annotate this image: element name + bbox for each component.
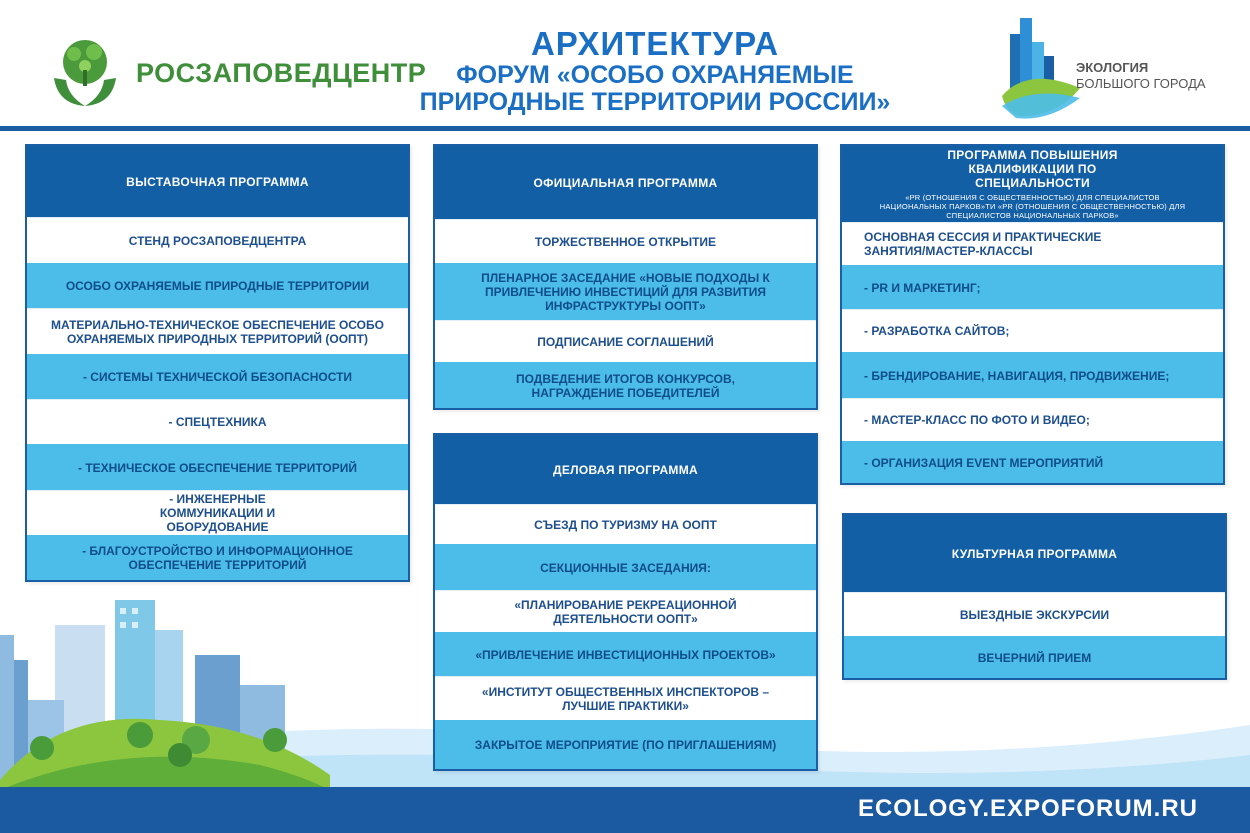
exhibition-program-title: ВЫСТАВОЧНАЯ ПРОГРАММА bbox=[126, 174, 309, 189]
exhibition-item: - СПЕЦТЕХНИКА bbox=[27, 399, 408, 444]
footer bbox=[0, 787, 1250, 833]
official-program-card bbox=[433, 144, 818, 410]
business-program-card bbox=[433, 433, 818, 771]
business-item: ЗАКРЫТОЕ МЕРОПРИЯТИЕ (ПО ПРИГЛАШЕНИЯМ) bbox=[435, 720, 816, 769]
official-item: ПОДПИСАНИЕ СОГЛАШЕНИЙ bbox=[435, 320, 816, 362]
business-item: СЕКЦИОННЫЕ ЗАСЕДАНИЯ: bbox=[435, 544, 816, 590]
official-item: ПЛЕНАРНОЕ ЗАСЕДАНИЕ «НОВЫЕ ПОДХОДЫ К ПРИВЛЕЧЕНИЮ ИНВЕСТИЦИЙ ДЛЯ РАЗВИТИЯ ИНФРАСТРУКТУРЫ ООПТ» bbox=[435, 263, 816, 320]
training-program-header bbox=[842, 146, 1223, 222]
training-item: ОСНОВНАЯ СЕССИЯ И ПРАКТИЧЕСКИЕ ЗАНЯТИЯ/МАСТЕР-КЛАССЫ bbox=[842, 222, 1223, 265]
official-program-header bbox=[435, 146, 816, 219]
tree-hands-icon bbox=[48, 34, 122, 108]
roszapovedcentr-logo bbox=[48, 34, 427, 108]
culture-program-header bbox=[844, 515, 1225, 592]
official-item: ПОДВЕДЕНИЕ ИТОГОВ КОНКУРСОВ, НАГРАЖДЕНИЕ ПОБЕДИТЕЛЕЙ bbox=[435, 362, 816, 408]
exhibition-item: МАТЕРИАЛЬНО-ТЕХНИЧЕСКОЕ ОБЕСПЕЧЕНИЕ ОСОБО ОХРАНЯЕМЫХ ПРИРОДНЫХ ТЕРРИТОРИЙ (ООПТ) bbox=[27, 308, 408, 354]
culture-program-card bbox=[842, 513, 1227, 680]
city-skyline-illustration bbox=[0, 590, 420, 790]
business-program-title: ДЕЛОВАЯ ПРОГРАММА bbox=[553, 462, 698, 477]
right-logo-line1: ЭКОЛОГИЯ bbox=[1076, 60, 1149, 75]
business-item: «ПРИВЛЕЧЕНИЕ ИНВЕСТИЦИОННЫХ ПРОЕКТОВ» bbox=[435, 632, 816, 676]
business-item: СЪЕЗД ПО ТУРИЗМУ НА ООПТ bbox=[435, 504, 816, 544]
right-logo-line2: БОЛЬШОГО ГОРОДА bbox=[1076, 76, 1206, 91]
city-leaf-icon bbox=[998, 16, 1088, 120]
exhibition-item: - БЛАГОУСТРОЙСТВО И ИНФОРМАЦИОННОЕ ОБЕСПЕЧЕНИЕ ТЕРРИТОРИЙ bbox=[27, 535, 408, 580]
training-program-title: ПРОГРАММА ПОВЫШЕНИЯ КВАЛИФИКАЦИИ ПО СПЕЦИАЛЬНОСТИ bbox=[947, 148, 1118, 190]
culture-program-title: КУЛЬТУРНАЯ ПРОГРАММА bbox=[951, 546, 1118, 561]
training-program-card bbox=[840, 144, 1225, 485]
business-item: «ИНСТИТУТ ОБЩЕСТВЕННЫХ ИНСПЕКТОРОВ – ЛУЧШИЕ ПРАКТИКИ» bbox=[435, 676, 816, 720]
training-item: - ОРГАНИЗАЦИЯ EVENT МЕРОПРИЯТИЙ bbox=[842, 441, 1223, 483]
exhibition-item: - ИНЖЕНЕРНЫЕ КОММУНИКАЦИИ И ОБОРУДОВАНИЕ bbox=[27, 490, 408, 535]
exhibition-item: - СИСТЕМЫ ТЕХНИЧЕСКОЙ БЕЗОПАСНОСТИ bbox=[27, 354, 408, 399]
training-item: - PR И МАРКЕТИНГ; bbox=[842, 265, 1223, 309]
culture-item: ВЕЧЕРНИЙ ПРИЕМ bbox=[844, 636, 1225, 678]
training-item: - РАЗРАБОТКА САЙТОВ; bbox=[842, 309, 1223, 352]
official-program-title: ОФИЦИАЛЬНАЯ ПРОГРАММА bbox=[533, 175, 718, 190]
header-divider bbox=[0, 126, 1250, 131]
training-program-note: «PR (ОТНОШЕНИЯ С ОБЩЕСТВЕННОСТЬЮ) ДЛЯ СПЕЦИАЛИСТОВ НАЦИОНАЛЬНЫХ ПАРКОВ»ТИ «PR (ОТНОШЕНИЯ С ОБЩЕСТВЕННОСТЬЮ) ДЛЯ СПЕЦИАЛИСТОВ НАЦИОНАЛЬНЫХ ПАРКОВ» bbox=[879, 193, 1186, 220]
page-subtitle-line2: ПРИРОДНЫЕ ТЕРРИТОРИИ РОССИИ» bbox=[419, 88, 891, 116]
exhibition-program-header bbox=[27, 146, 408, 217]
training-item: - БРЕНДИРОВАНИЕ, НАВИГАЦИЯ, ПРОДВИЖЕНИЕ; bbox=[842, 352, 1223, 398]
training-item: - МАСТЕР-КЛАСС ПО ФОТО И ВИДЕО; bbox=[842, 398, 1223, 441]
website-link[interactable]: ECOLOGY.EXPOFORUM.RU bbox=[857, 795, 1198, 822]
header bbox=[0, 0, 1250, 126]
exhibition-item: ОСОБО ОХРАНЯЕМЫЕ ПРИРОДНЫЕ ТЕРРИТОРИИ bbox=[27, 263, 408, 308]
ecology-city-logo bbox=[998, 16, 1238, 120]
page-subtitle-line1: ФОРУМ «ОСОБО ОХРАНЯЕМЫЕ bbox=[456, 61, 854, 89]
page-title: АРХИТЕКТУРА bbox=[530, 25, 780, 62]
business-item: «ПЛАНИРОВАНИЕ РЕКРЕАЦИОННОЙ ДЕЯТЕЛЬНОСТИ ООПТ» bbox=[435, 590, 816, 632]
culture-item: ВЫЕЗДНЫЕ ЭКСКУРСИИ bbox=[844, 592, 1225, 636]
exhibition-program-card bbox=[25, 144, 410, 582]
business-program-header bbox=[435, 435, 816, 504]
exhibition-item: СТЕНД РОСЗАПОВЕДЦЕНТРА bbox=[27, 217, 408, 263]
official-item: ТОРЖЕСТВЕННОЕ ОТКРЫТИЕ bbox=[435, 219, 816, 263]
left-logo-text: РОСЗАПОВЕДЦЕНТР bbox=[136, 58, 427, 88]
page-title-block bbox=[350, 26, 960, 116]
right-logo-text bbox=[1076, 60, 1206, 92]
exhibition-item: - ТЕХНИЧЕСКОЕ ОБЕСПЕЧЕНИЕ ТЕРРИТОРИЙ bbox=[27, 444, 408, 490]
